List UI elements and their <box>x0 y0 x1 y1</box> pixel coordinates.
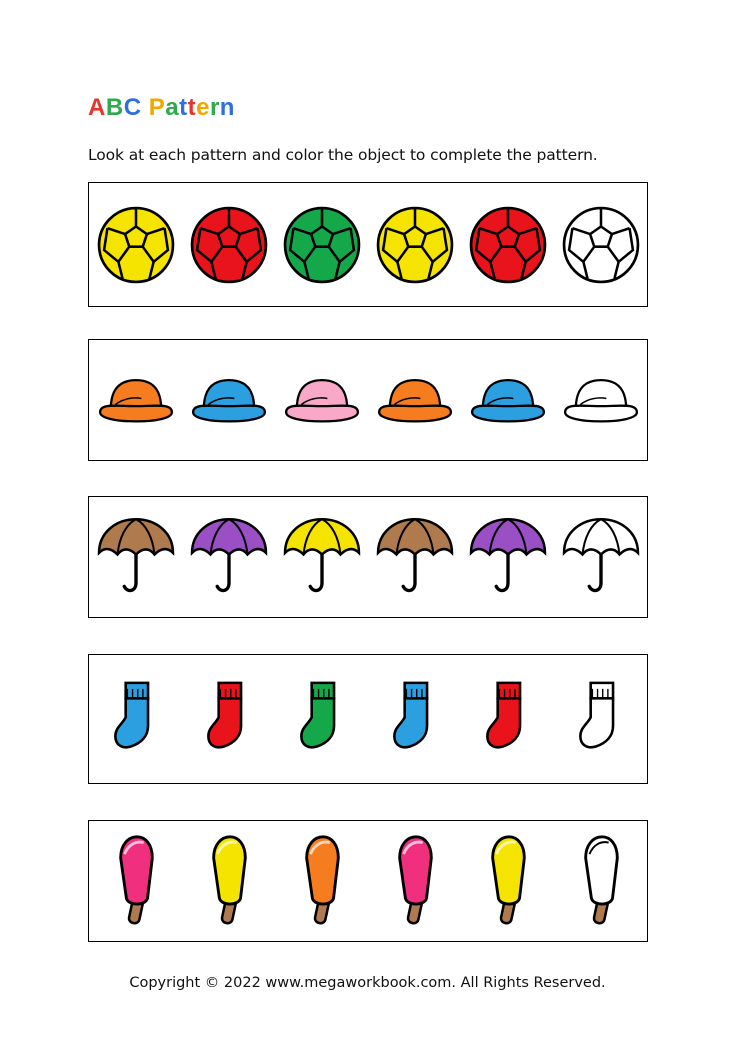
pattern-cell[interactable] <box>94 821 178 941</box>
title-letter: B <box>105 94 124 121</box>
soccer-ball-icon <box>373 202 457 288</box>
pattern-cell[interactable] <box>94 655 178 783</box>
pattern-cell[interactable] <box>373 655 457 783</box>
umbrella-icon <box>466 509 550 605</box>
popsicle-outline-icon <box>572 833 630 929</box>
umbrella-icon <box>94 509 178 605</box>
pattern-cell[interactable] <box>187 821 271 941</box>
pattern-cell[interactable] <box>94 183 178 306</box>
umbrella-icon <box>280 509 364 605</box>
pattern-cell[interactable] <box>280 821 364 941</box>
sock-icon <box>203 676 255 762</box>
pattern-cell-blank[interactable] <box>559 655 643 783</box>
instruction-text: Look at each pattern and color the object to complete the pattern. <box>88 146 598 164</box>
hat-icon <box>466 365 550 435</box>
hat-icon <box>94 365 178 435</box>
pattern-cell[interactable] <box>466 655 550 783</box>
umbrella-icon <box>187 509 271 605</box>
pattern-cell[interactable] <box>466 821 550 941</box>
soccer-ball-icon <box>187 202 271 288</box>
pattern-cell[interactable] <box>373 340 457 460</box>
pattern-cell[interactable] <box>466 497 550 617</box>
title-letter: e <box>196 94 210 121</box>
pattern-cell-blank[interactable] <box>559 183 643 306</box>
pattern-cell[interactable] <box>373 183 457 306</box>
pattern-cell[interactable] <box>187 655 271 783</box>
popsicle-icon <box>479 833 537 929</box>
sock-outline-icon <box>575 676 627 762</box>
sock-icon <box>482 676 534 762</box>
sock-icon <box>296 676 348 762</box>
title-letter: C <box>123 94 142 121</box>
pattern-row-popsicle <box>88 820 648 942</box>
pattern-cell[interactable] <box>187 340 271 460</box>
pattern-cell[interactable] <box>280 183 364 306</box>
hat-icon <box>187 365 271 435</box>
soccer-ball-icon <box>466 202 550 288</box>
hat-outline-icon <box>559 365 643 435</box>
pattern-cell[interactable] <box>373 821 457 941</box>
title-letter: t <box>187 94 197 121</box>
umbrella-icon <box>373 509 457 605</box>
popsicle-icon <box>386 833 444 929</box>
pattern-row-umbrella <box>88 496 648 618</box>
sock-icon <box>389 676 441 762</box>
hat-icon <box>280 365 364 435</box>
pattern-row-hat <box>88 339 648 461</box>
page-title <box>88 94 235 122</box>
pattern-cell[interactable] <box>280 655 364 783</box>
hat-icon <box>373 365 457 435</box>
title-letter: n <box>219 94 235 121</box>
pattern-cell[interactable] <box>94 340 178 460</box>
pattern-cell[interactable] <box>187 183 271 306</box>
soccer-ball-outline-icon <box>559 202 643 288</box>
pattern-cell-blank[interactable] <box>559 497 643 617</box>
title-letter: t <box>179 94 188 121</box>
pattern-cell[interactable] <box>280 340 364 460</box>
pattern-cell[interactable] <box>280 497 364 617</box>
popsicle-icon <box>200 833 258 929</box>
title-letter: A <box>88 94 106 121</box>
pattern-cell[interactable] <box>187 497 271 617</box>
title-letter: P <box>148 94 166 121</box>
pattern-cell[interactable] <box>466 340 550 460</box>
soccer-ball-icon <box>94 202 178 288</box>
popsicle-icon <box>293 833 351 929</box>
pattern-row-soccer-ball <box>88 182 648 307</box>
pattern-cell-blank[interactable] <box>559 821 643 941</box>
pattern-cell[interactable] <box>94 497 178 617</box>
pattern-row-sock <box>88 654 648 784</box>
pattern-cell[interactable] <box>373 497 457 617</box>
copyright-footer: Copyright © 2022 www.megaworkbook.com. All Rights Reserved. <box>129 975 606 991</box>
pattern-cell[interactable] <box>466 183 550 306</box>
title-letter: a <box>165 94 180 121</box>
sock-icon <box>110 676 162 762</box>
title-space <box>142 94 149 121</box>
soccer-ball-icon <box>280 202 364 288</box>
popsicle-icon <box>107 833 165 929</box>
umbrella-outline-icon <box>559 509 643 605</box>
pattern-cell-blank[interactable] <box>559 340 643 460</box>
title-letter: r <box>209 94 220 121</box>
